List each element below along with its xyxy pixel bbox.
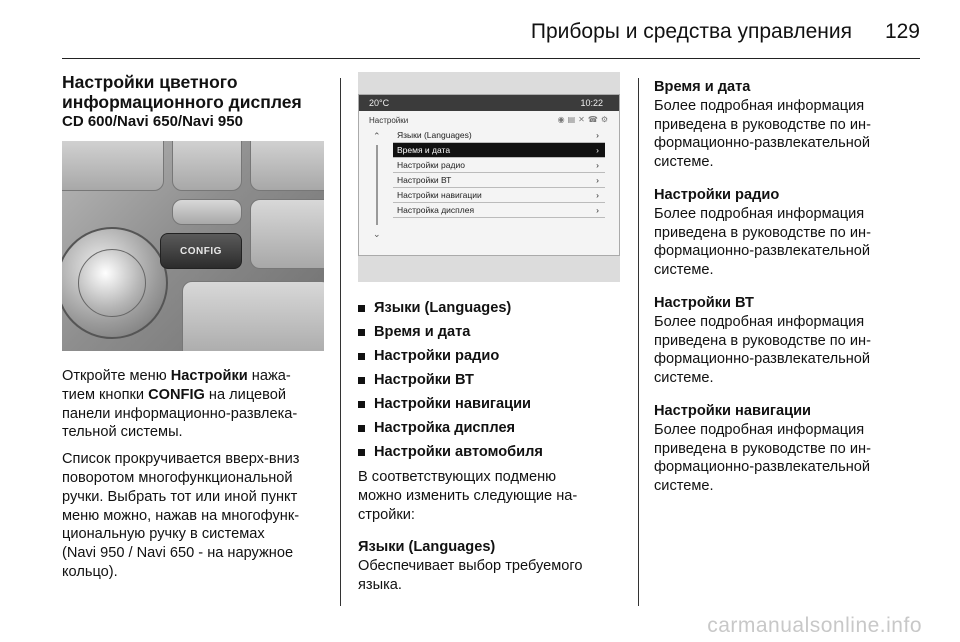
page-number: 129 [884,20,920,43]
panel-button-shape [172,141,242,191]
screen-scrollbar [373,131,381,241]
column-2 [358,72,622,595]
section-text: Более подробная информация приведена в руководстве по ин- формационно-развлекательной системе. [654,421,871,495]
scroll-up-icon: ⌃ [373,131,381,141]
languages-text: Обеспечивает выбор требуемого языка. [358,558,583,593]
bullet-item: Настройки автомобиля [358,440,622,464]
column-divider-2 [638,78,639,606]
config-button-illustration: CONFIG [160,233,242,269]
bullet-square-icon [358,401,365,408]
header-divider [62,58,920,59]
settings-bullet-list [358,296,622,464]
section-subtitle: CD 600/Navi 650/Navi 950 [62,113,243,130]
section-text: Более подробная информация приведена в руководстве по ин- формационно-развлекательной системе. [654,205,871,279]
scroll-down-icon: ⌄ [373,229,381,239]
bullet-item: Настройка дисплея [358,416,622,440]
section-heading: Настройки ВТ [654,294,754,311]
bullet-square-icon [358,353,365,360]
screen-menu-item-selected: Время и дата › [393,143,605,158]
scroll-track [376,145,378,225]
panel-button-shape [250,199,324,269]
section-title-line-2: информационного дисплея [62,92,302,112]
bullet-square-icon [358,329,365,336]
watermark: carmanualsonline.info [707,614,922,637]
section-title-line-1: Настройки цветного [62,72,238,92]
multifunction-knob [78,249,146,317]
section-heading: Настройки радио [654,186,780,203]
bullet-item: Настройки ВТ [358,368,622,392]
screen-menu-item: Настройка дисплея › [393,203,605,218]
config-panel-photo [62,141,324,351]
section-text: Более подробная информация приведена в руководстве по ин- формационно-развлекательной системе. [654,313,871,387]
page-header [0,0,960,60]
column-3 [654,78,924,510]
column-1 [62,72,328,582]
header-title: Приборы и средства управления [530,20,852,43]
instruction-paragraph-2: Список прокручивается вверх-вниз поворотом многофункциональной ручки. Выбрать тот или иной пункт меню можно, нажав на многофунк- циональную ручку в системах (Navi 950 / Navi 650 - на наружное кольцо). [62,451,300,580]
section-radio-settings [654,186,924,280]
bullet-square-icon [358,377,365,384]
status-icons: ◉▤✕☎⚙ [557,115,611,124]
chevron-right-icon: › [596,130,599,140]
panel-button-shape [182,281,324,351]
screen-menu-item: Языки (Languages) › [393,128,605,143]
display-screen [358,94,620,256]
screen-status-bar [359,95,619,111]
bullet-square-icon [358,305,365,312]
panel-button-shape [172,199,242,225]
panel-button-shape [62,141,164,191]
section-heading: Время и дата [654,79,751,95]
instruction-paragraph-1: Откройте меню Настройки нажа- тием кнопки CONFIG на лицевой панели информационно-развлека- тельной системы. [62,368,298,441]
bullet-item: Время и дата [358,320,622,344]
chevron-right-icon: › [596,145,599,155]
chevron-right-icon: › [596,160,599,170]
submenu-intro: В соответствующих подменю можно изменить следующие на- стройки: [358,469,578,523]
section-navigation-settings [654,402,924,496]
bullet-item: Настройки навигации [358,392,622,416]
screen-menu-item: Настройки навигации › [393,188,605,203]
section-text: Более подробная информация приведена в руководстве по ин- формационно-развлекательной системе. [654,97,871,171]
screen-temperature: 20°C [369,98,390,108]
bullet-square-icon [358,449,365,456]
screen-clock: 10:22 [580,98,603,108]
chevron-right-icon: › [596,205,599,215]
panel-button-shape [250,141,324,191]
screen-menu-list [393,128,605,218]
languages-heading: Языки (Languages) [358,539,496,556]
screen-menu-item: Настройки радио › [393,158,605,173]
screen-menu-item: Настройки ВТ › [393,173,605,188]
column-divider-1 [340,78,341,606]
section-bt-settings [654,294,924,388]
section-heading: Настройки навигации [654,402,812,419]
section-time-date [654,78,924,172]
bullet-item: Языки (Languages) [358,296,622,320]
chevron-right-icon: › [596,190,599,200]
bullet-item: Настройки радио [358,344,622,368]
settings-screen-illustration [358,72,620,282]
screen-heading: Настройки [369,116,409,125]
bullet-square-icon [358,425,365,432]
chevron-right-icon: › [596,175,599,185]
